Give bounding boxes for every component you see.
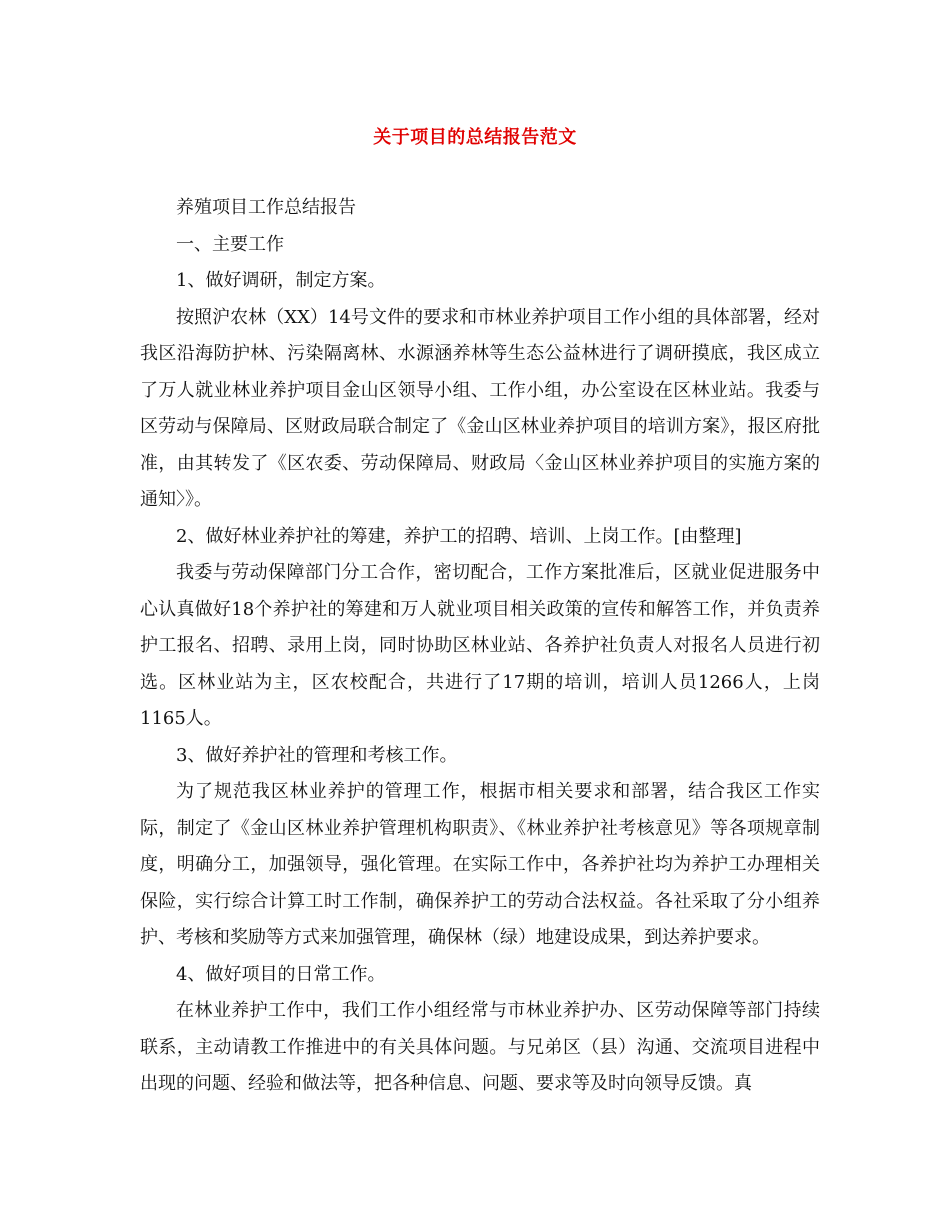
paragraph-subtitle: 养殖项目工作总结报告: [176, 197, 356, 218]
item-heading-daily-work: 4、做好项目的日常工作。: [176, 963, 386, 985]
paragraph-recruitment: 我委与劳动保障部门分工合作，密切配合，工作方案批准后，区就业促进服务中心认真做好18个养护社的筹建和万人就业项目相关政策的宣传和解答工作，并负责养护工报名、招聘、录用上岗，同时协助区林业站、各养护社负责人对报名人员进行初选。区林业站为主，区农校配合，共进行了17期的培训，培训人员1266人，上岗1165人。: [140, 562, 820, 729]
paragraph-management: 为了规范我区林业养护的管理工作，根据市相关要求和部署，结合我区工作实际，制定了《金山区林业养护管理机构职责》、《林业养护社考核意见》等各项规章制度，明确分工，加强领导，强化管理。在实际工作中，各养护社均为养护工办理相关保险，实行综合计算工时工作制，确保养护工的劳动合法权益。各社采取了分小组养护、考核和奖励等方式来加强管理，确保林（绿）地建设成果，到达养护要求。: [140, 781, 820, 948]
document-body: [140, 190, 820, 1103]
item-heading-management: 3、做好养护社的管理和考核工作。: [176, 744, 458, 766]
paragraph-research: 按照沪农林（XX）14号文件的要求和市林业养护项目工作小组的具体部署，经对我区沿海防护林、污染隔离林、水源涵养林等生态公益林进行了调研摸底，我区成立了万人就业林业养护项目金山区领导小组、工作小组，办公室设在区林业站。我委与区劳动与保障局、区财政局联合制定了《金山区林业养护项目的培训方案》，报区府批准，由其转发了《区农委、劳动保障局、财政局〈金山区林业养护项目的实施方案的通知〉》。: [140, 306, 820, 510]
paragraph-daily-work: 在林业养护工作中，我们工作小组经常与市林业养护办、区劳动保障等部门持续联系，主动请教工作推进中的有关具体问题。与兄弟区（县）沟通、交流项目进程中出现的问题、经验和做法等，把各种信息、问题、要求等及时向领导反馈。真: [140, 1000, 820, 1094]
item-heading-recruitment: 2、做好林业养护社的筹建，养护工的招聘、培训、上岗工作。[由整理]: [176, 525, 742, 547]
section-heading-main-work: 一、主要工作: [176, 233, 284, 255]
item-heading-research: 1、做好调研，制定方案。: [176, 270, 386, 291]
document-title: 关于项目的总结报告范文: [373, 127, 577, 148]
